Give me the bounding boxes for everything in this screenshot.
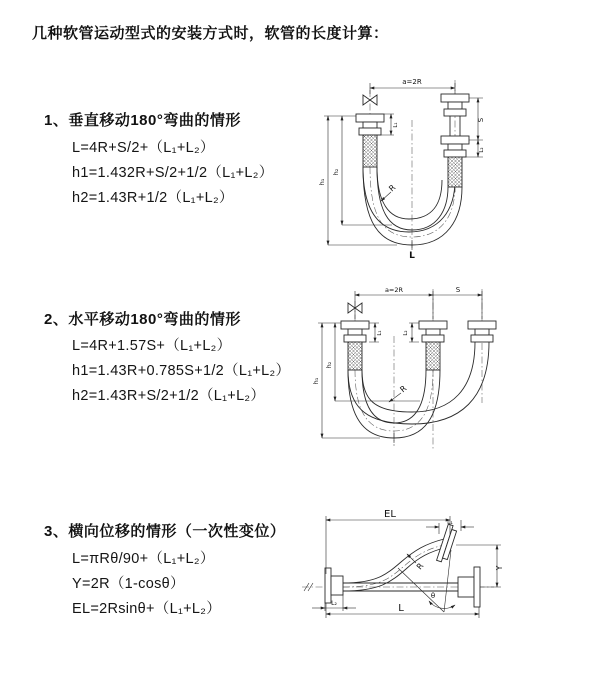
braided-hose-section: [448, 157, 462, 187]
middle-connector: [419, 321, 447, 370]
section-3-formula-el: EL=2Rsinθ+（L₁+L₂）: [72, 601, 222, 617]
section-1-formula-length: L=4R+S/2+（L₁+L₂）: [72, 140, 215, 156]
right-connector: [441, 94, 469, 187]
dim-h1-label: h₁: [312, 377, 320, 385]
section-2-formula-h1: h1=1.43R+0.785S+1/2（L₁+L₂）: [72, 363, 291, 379]
hose-arcs: [363, 167, 462, 245]
dim-h2-label: h₂: [325, 361, 333, 369]
diagram-horizontal-180-bend: [308, 281, 600, 463]
diagram-vertical-180-bend: [312, 70, 592, 260]
braided-hose-section: [363, 135, 377, 167]
centerlines: [370, 80, 455, 248]
hose-arcs-displaced: [348, 342, 489, 424]
section-1-formula-h1: h1=1.432R+S/2+1/2（L₁+L₂）: [72, 165, 274, 181]
dim-h2-label: h₂: [332, 168, 340, 176]
left-flange: [325, 568, 343, 603]
left-connector: [356, 114, 384, 167]
page-title: 几种软管运动型式的安装方式时，软管的长度计算：: [32, 25, 389, 42]
dim-l1-label: L₁: [377, 330, 383, 336]
section-2-formula-length: L=4R+1.57S+（L₁+L₂）: [72, 338, 232, 354]
section-1-heading: 1、垂直移动180°弯曲的情形: [44, 112, 241, 129]
dim-a2r-label: a=2R: [384, 286, 404, 294]
dim-el-label: EL: [384, 509, 396, 520]
tilted-flange: [437, 524, 458, 563]
radius-label: R: [414, 561, 426, 572]
section-2-formula-h2: h2=1.43R+S/2+1/2（L₁+L₂）: [72, 388, 266, 404]
section-3-heading: 3、横向位移的情形（一次性变位）: [44, 523, 286, 540]
dim-a2r-label: a=2R: [402, 78, 422, 86]
dim-l2-label: L₂: [479, 147, 485, 153]
dim-l2-label: L₂: [403, 330, 409, 336]
left-connector: [341, 321, 369, 370]
section-1-formula-h2: h2=1.43R+1/2（L₁+L₂）: [72, 190, 234, 206]
theta-label: θ: [430, 592, 436, 600]
centerlines: [355, 289, 482, 449]
diagram-lateral-displacement: [298, 504, 600, 664]
dim-l1-label: L₁: [447, 519, 453, 526]
radius-label: R: [387, 182, 398, 194]
length-label: L: [409, 251, 415, 261]
right-connector-displaced: [468, 321, 496, 342]
dim-s-label: S: [455, 286, 461, 294]
dim-l1-label: L₁: [393, 122, 399, 128]
section-2-heading: 2、水平移动180°弯曲的情形: [44, 311, 241, 328]
length-label: L: [398, 603, 404, 614]
braided-hose-section: [426, 342, 440, 370]
dim-s-label: S: [477, 117, 485, 123]
dimension-lines: [312, 286, 482, 443]
dim-l2-label: L₂: [331, 600, 337, 607]
dim-y-label: Y: [495, 565, 504, 571]
braided-hose-section: [348, 342, 362, 370]
section-3-formula-length: L=πRθ/90+（L₁+L₂）: [72, 551, 215, 567]
radius-label: R: [398, 383, 409, 395]
dim-h1-label: h₁: [318, 178, 326, 186]
right-flange: [458, 567, 480, 607]
section-3-formula-y: Y=2R（1-cosθ）: [72, 576, 185, 592]
